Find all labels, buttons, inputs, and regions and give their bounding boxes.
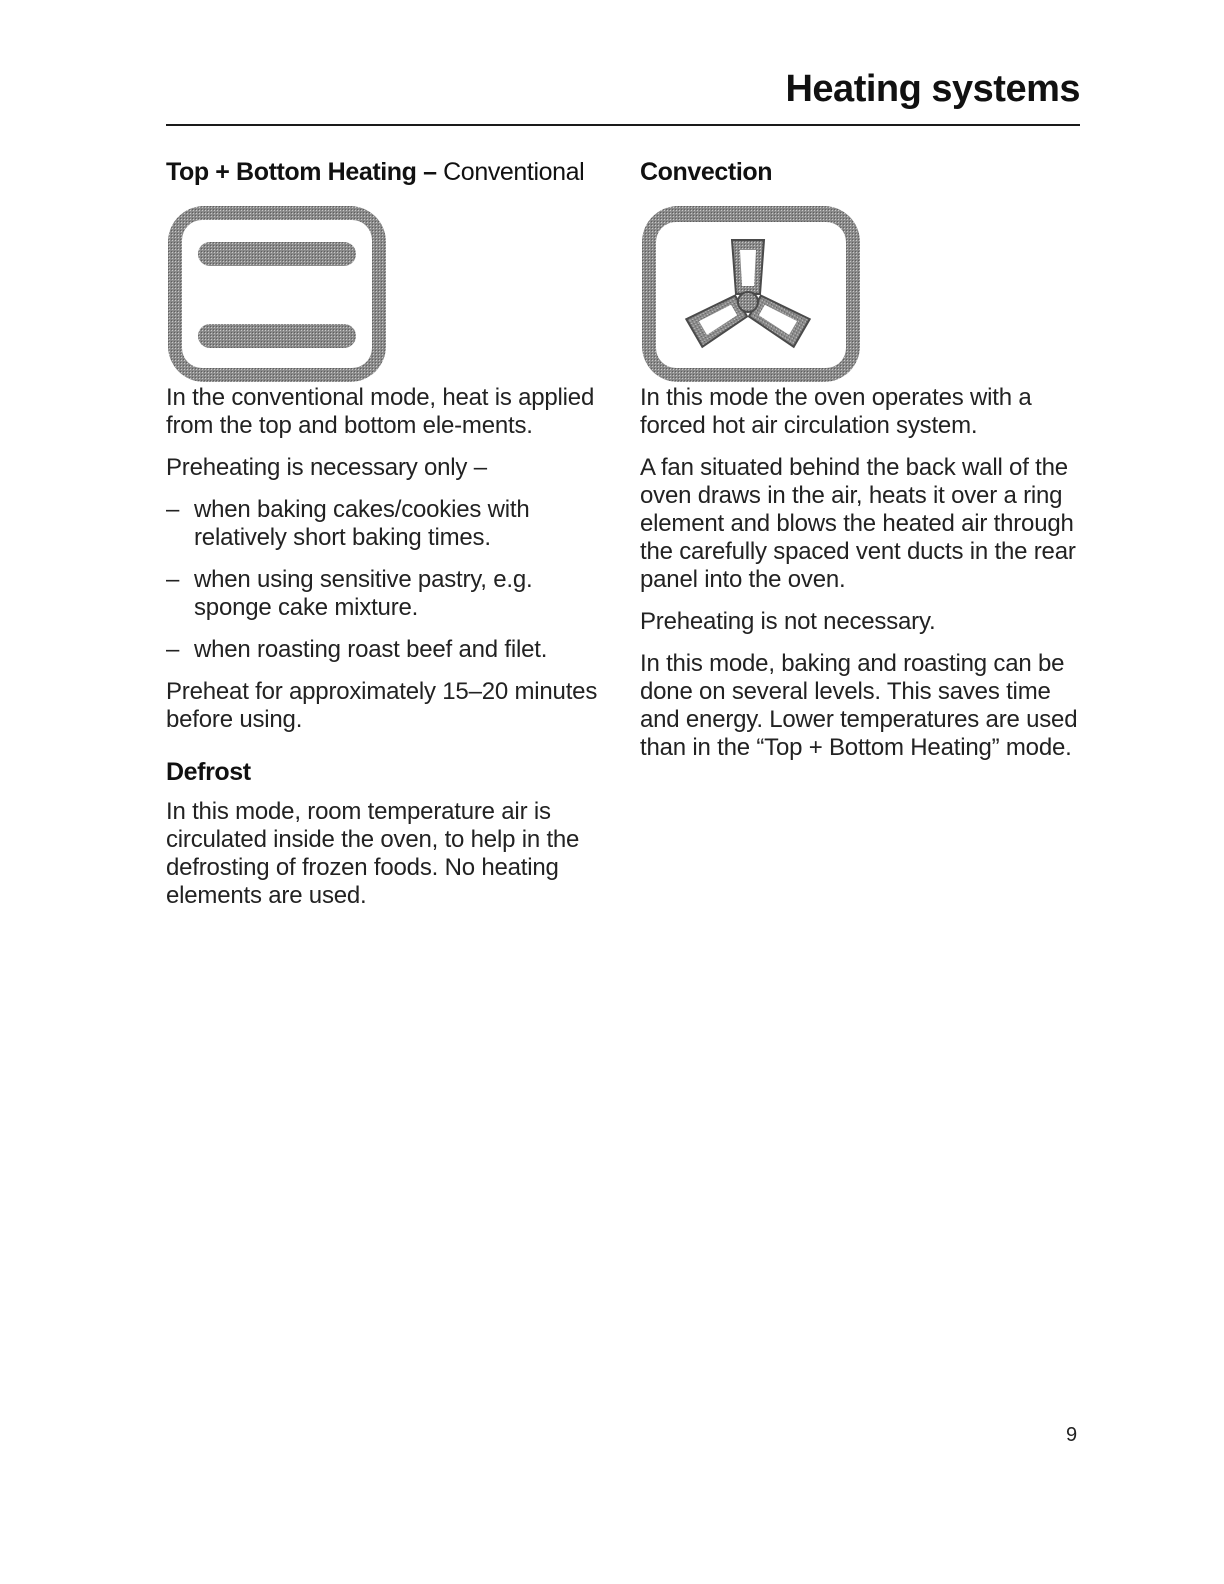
page-title: Heating systems [785, 68, 1080, 110]
convection-paragraph: Preheating is not necessary. [640, 608, 936, 635]
convection-heading: Convection [640, 158, 773, 186]
top-bottom-heating-icon [166, 204, 388, 384]
list-item-text: when roasting roast beef and filet. [194, 636, 548, 663]
right-column [640, 154, 1080, 776]
top-bottom-heading-subtitle: Conventional [443, 158, 585, 186]
list-item [166, 566, 616, 622]
left-column [166, 154, 616, 924]
page-number: 9 [1066, 1424, 1078, 1446]
preheat-intro-paragraph: Preheating is necessary only – [166, 454, 487, 481]
right-body [640, 384, 1080, 762]
convection-paragraph: A fan situated behind the back wall of the oven draws in the air, heats it over a ring element and blows the heated air through the carefully spaced vent ducts in the rear panel into the oven. [640, 454, 1076, 593]
convection-fan-icon [640, 204, 862, 384]
list-dash: – [166, 566, 180, 593]
left-body [166, 384, 616, 734]
preheat-conditions-list [166, 496, 616, 664]
top-bottom-heading-bold: Top + Bottom Heating – [166, 158, 437, 186]
list-item [166, 496, 616, 552]
list-item-text: when using sensitive pastry, e.g. sponge cake mixture. [194, 566, 533, 621]
preheat-duration-paragraph: Preheat for approximately 15–20 minutes before using. [166, 678, 598, 733]
page-header [166, 62, 1080, 126]
convection-paragraph: In this mode, baking and roasting can be done on several levels. This saves time and energy. Lower temperatures are used than in the “Top + Bottom Heating” mode. [640, 650, 1078, 761]
list-dash: – [166, 496, 180, 523]
top-bottom-heating-heading [166, 154, 616, 190]
defrost-heading: Defrost [166, 758, 251, 786]
convection-paragraph: In this mode the oven operates with a forced hot air circulation system. [640, 384, 1032, 439]
defrost-paragraph: In this mode, room temperature air is circulated inside the oven, to help in the defrosting of frozen foods. No heating elements are used. [166, 798, 580, 909]
list-item [166, 636, 616, 664]
list-dash: – [166, 636, 180, 663]
defrost-body [166, 798, 616, 910]
conventional-intro-paragraph: In the conventional mode, heat is applied from the top and bottom ele-ments. [166, 384, 595, 439]
list-item-text: when baking cakes/cookies with relatively short baking times. [194, 496, 530, 551]
